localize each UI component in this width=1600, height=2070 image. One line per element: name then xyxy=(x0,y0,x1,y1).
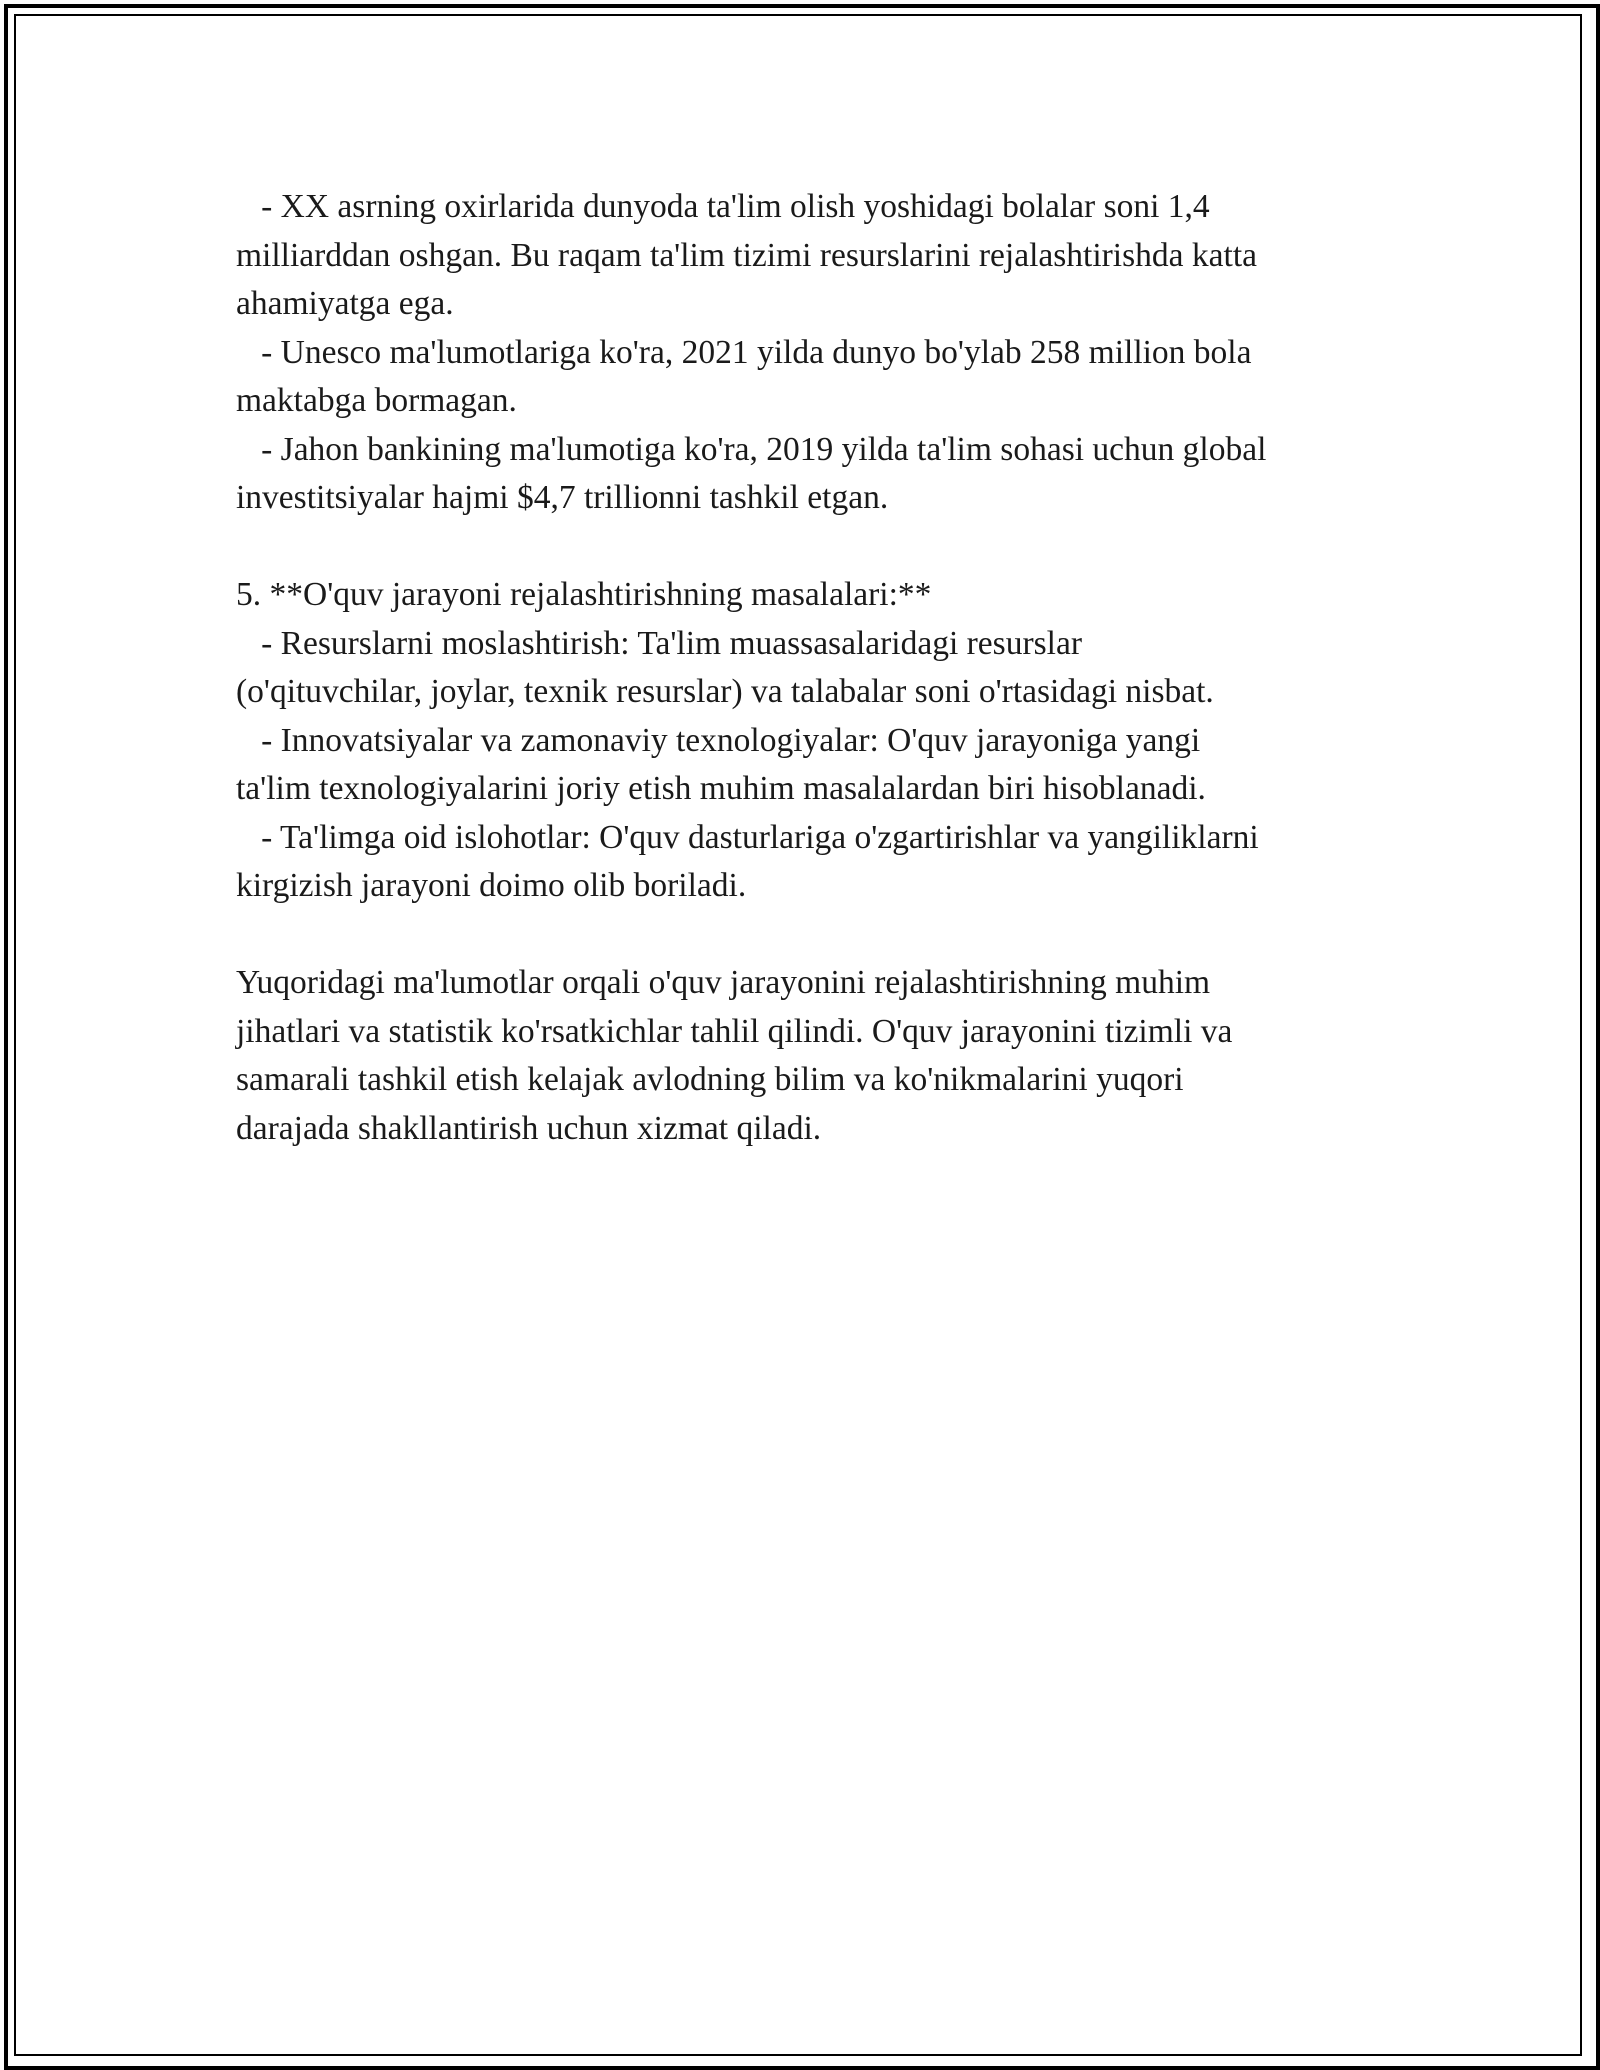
text-line: - Jahon bankining ma'lumotiga ko'ra, 2019 yilda ta'lim sohasi uchun global xyxy=(236,430,1267,468)
text-line: milliarddan oshgan. Bu raqam ta'lim tizimi resurslarini rejalashtirishda katta xyxy=(236,236,1257,274)
text-line: ta'lim texnologiyalarini joriy etish muhim masalalardan biri hisoblanadi. xyxy=(236,770,1206,807)
text-line: investitsiyalar hajmi $4,7 trillionni tashkil etgan. xyxy=(236,479,889,516)
text-line: - Resurslarni moslashtirish: Ta'lim muassasalaridagi resurslar xyxy=(236,624,1082,662)
blank-line xyxy=(236,911,1416,960)
text-line: jihatlari va statistik ko'rsatkichlar tahlil qilindi. O'quv jarayonini tizimli va xyxy=(236,1012,1233,1050)
text-line: maktabga bormagan. xyxy=(236,382,517,419)
text-line: samarali tashkil etish kelajak avlodning bilim va ko'nikmalarini yuqori xyxy=(236,1061,1184,1098)
text-line: - Ta'limga oid islohotlar: O'quv dasturlariga o'zgartirishlar va yangiliklarni xyxy=(236,818,1259,856)
text-line: kirgizish jarayoni doimo olib boriladi. xyxy=(236,867,747,904)
section-heading: 5. **O'quv jarayoni rejalashtirishning masalalari:** xyxy=(236,576,932,613)
text-line: Yuqoridagi ma'lumotlar orqali o'quv jarayonini rejalashtirishning muhim xyxy=(236,964,1211,1001)
document-body xyxy=(236,183,1416,1153)
text-line: - Unesco ma'lumotlariga ko'ra, 2021 yilda dunyo bo'ylab 258 million bola xyxy=(236,333,1252,371)
blank-line xyxy=(236,523,1416,572)
text-line: - XX asrning oxirlarida dunyoda ta'lim olish yoshidagi bolalar soni 1,4 xyxy=(236,188,1210,225)
text-line: ahamiyatga ega. xyxy=(236,285,454,322)
text-line: darajada shakllantirish uchun xizmat qiladi. xyxy=(236,1109,822,1147)
text-line: (o'qituvchilar, joylar, texnik resurslar) va talabalar soni o'rtasidagi nisbat. xyxy=(236,673,1214,710)
text-line: - Innovatsiyalar va zamonaviy texnologiyalar: O'quv jarayoniga yangi xyxy=(236,721,1201,759)
